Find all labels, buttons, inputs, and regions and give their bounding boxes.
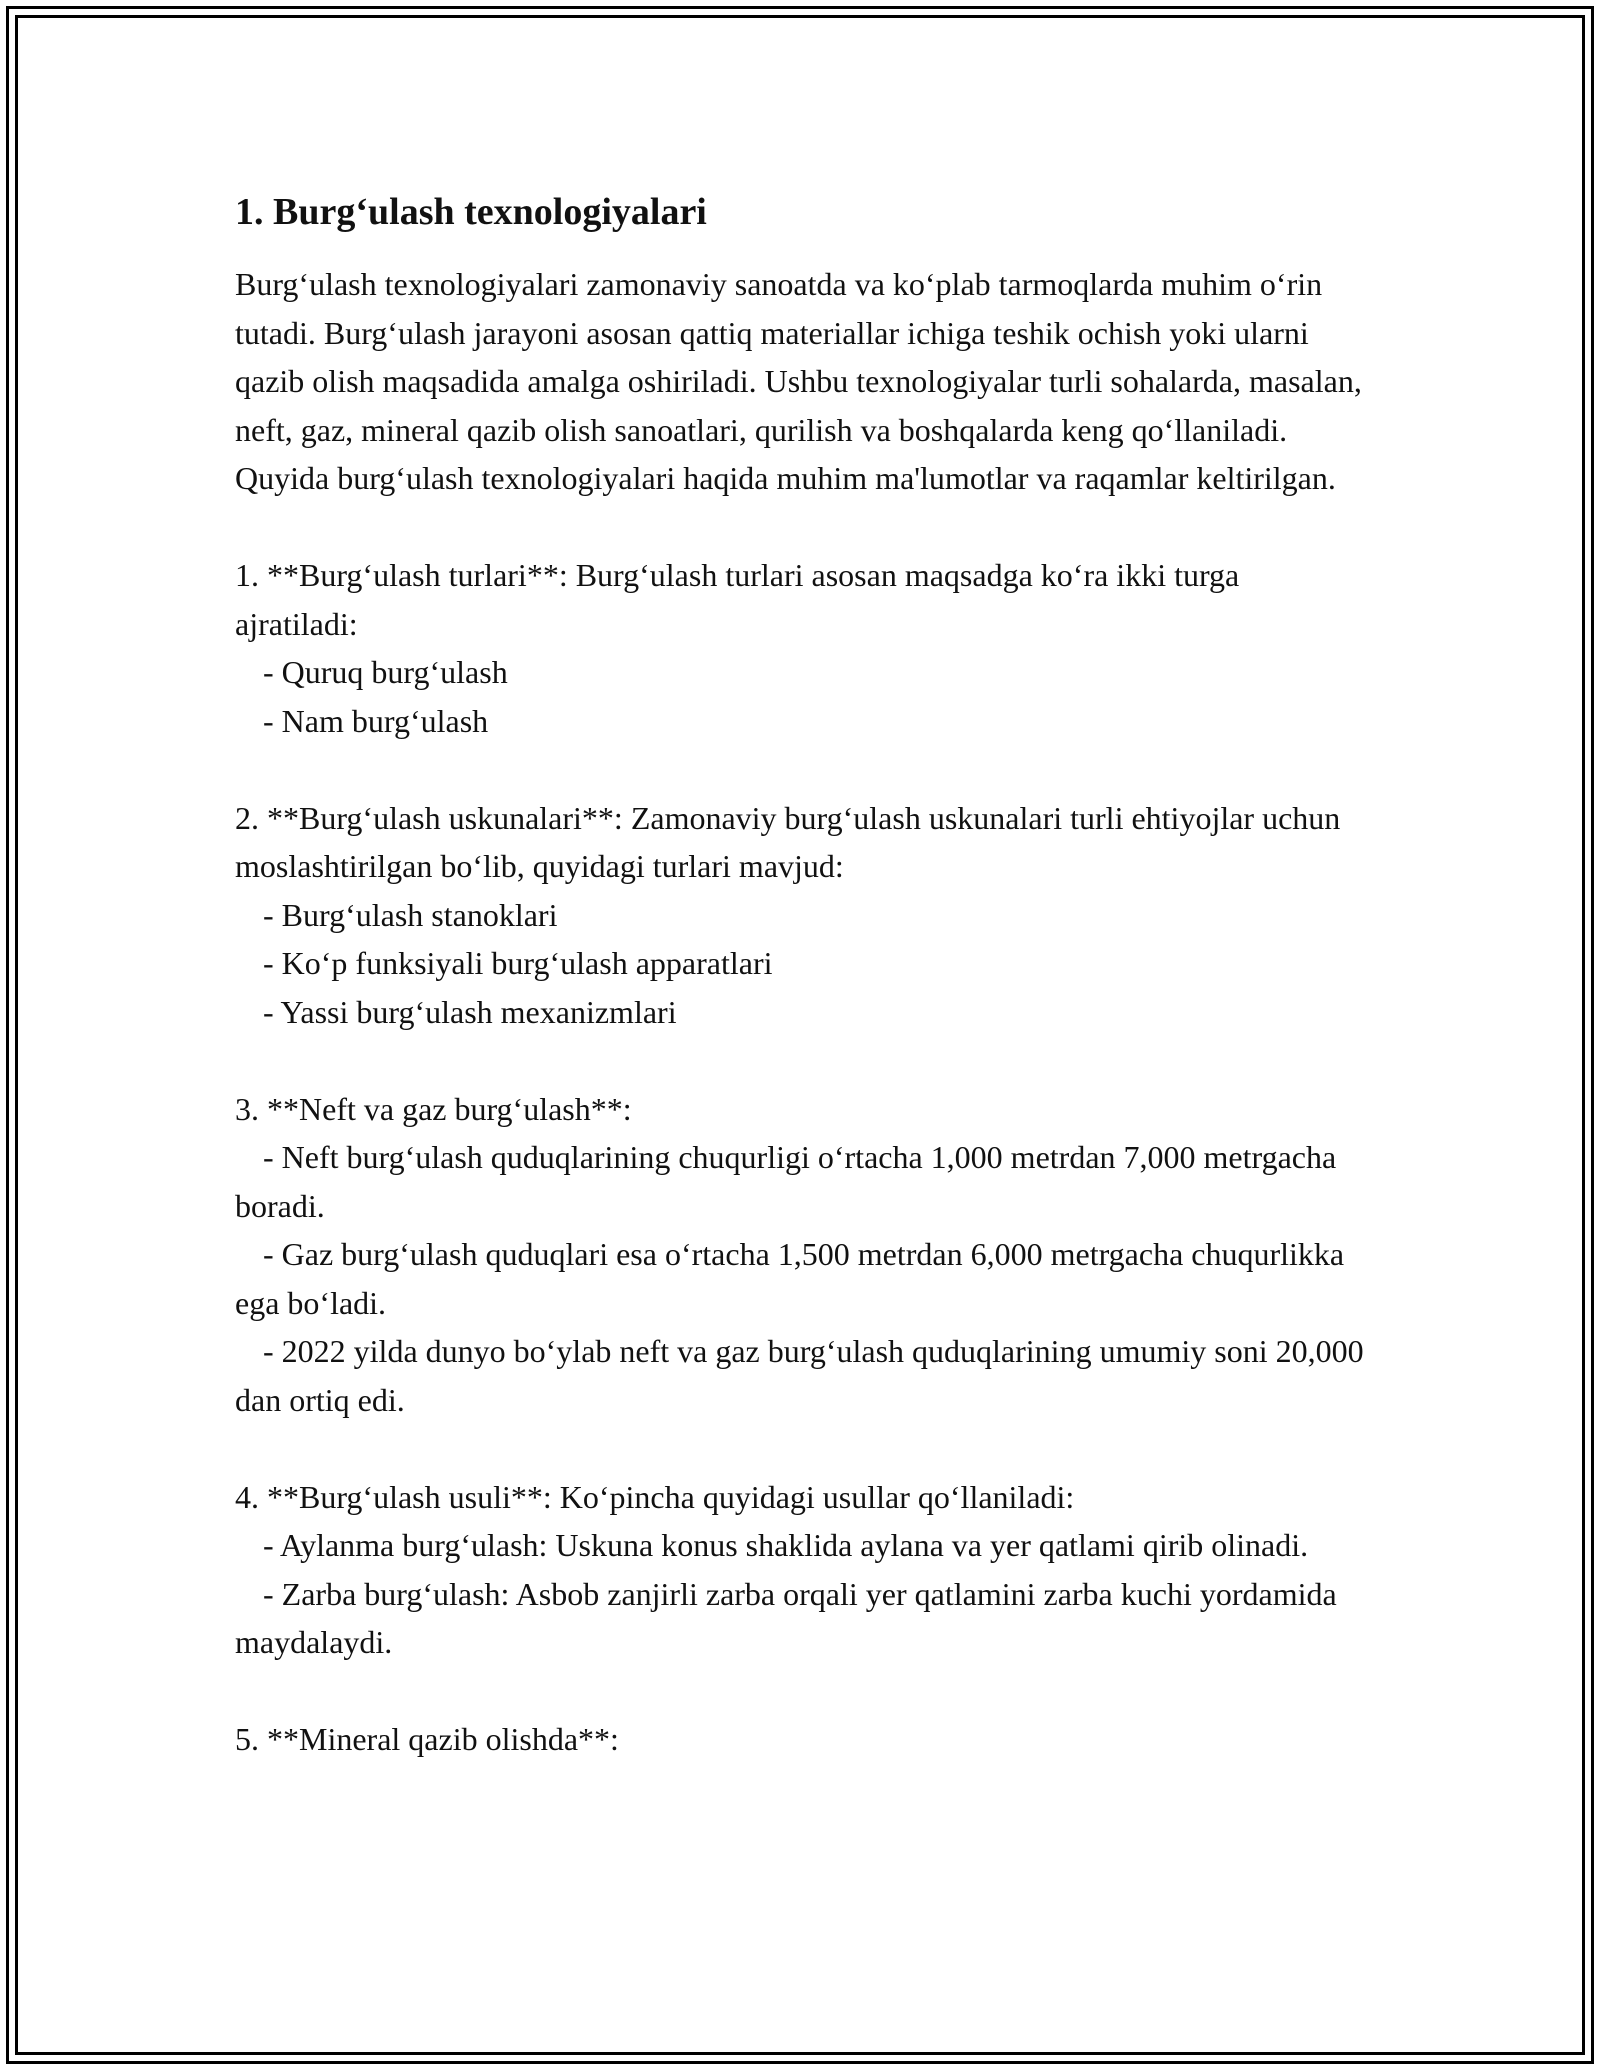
section-gap	[235, 1424, 1365, 1473]
section-2-item: - Burg‘ulash stanoklari	[263, 896, 558, 933]
section-1-heading: 1. **Burg‘ulash turlari**: Burg‘ulash turlari asosan maqsadga ko‘ra ikki turga ajratiladi:	[235, 557, 1240, 642]
section-1-item: - Nam burg‘ulash	[263, 702, 489, 739]
section-1-item: - Quruq burg‘ulash	[263, 654, 508, 690]
document-page	[235, 188, 1370, 1764]
section-gap	[235, 745, 1365, 794]
section-gap	[235, 503, 1365, 552]
intro-paragraph: Burg‘ulash texnologiyalari zamonaviy sanoatda va ko‘plab tarmoqlarda muhim o‘rin tutadi. Burg‘ulash jarayoni asosan qattiq materiallar ichiga teshik ochish yoki ularni qazib olish maqsadida amalga oshiriladi. Ushbu texnologiyalar turli sohalarda, masalan, neft, gaz, mineral qazib olish sanoatlari, qurilish va boshqalarda keng qo‘llaniladi. Quyida burg‘ulash texnologiyalari haqida muhim ma'lumotlar va raqamlar keltirilgan.	[235, 266, 1370, 496]
section-4	[235, 1473, 1365, 1667]
section-2-item: - Yassi burg‘ulash mexanizmlari	[263, 993, 677, 1030]
section-5-heading: 5. **Mineral qazib olishda**:	[235, 1721, 619, 1757]
section-4-item: - Zarba burg‘ulash: Asbob zanjirli zarba orqali yer qatlamini zarba kuchi yordamida maydalaydi.	[235, 1575, 1337, 1660]
section-2-item: - Ko‘p funksiyali burg‘ulash apparatlari	[263, 945, 773, 981]
section-3	[235, 1085, 1365, 1425]
section-2	[235, 794, 1365, 1037]
section-3-item: - Neft burg‘ulash quduqlarining chuqurligi o‘rtacha 1,000 metrdan 7,000 metrgacha boradi.	[235, 1139, 1337, 1224]
section-2-heading: 2. **Burg‘ulash uskunalari**: Zamonaviy burg‘ulash uskunalari turli ehtiyojlar uchun moslashtirilgan bo‘lib, quyidagi turlari mavjud:	[235, 799, 1341, 884]
section-5	[235, 1715, 1365, 1764]
section-4-heading: 4. **Burg‘ulash usuli**: Ko‘pincha quyidagi usullar qo‘llaniladi:	[235, 1478, 1075, 1515]
section-3-item: - 2022 yilda dunyo bo‘ylab neft va gaz burg‘ulash quduqlarining umumiy soni 20,000 dan ortiq edi.	[235, 1333, 1364, 1418]
section-4-item: - Aylanma burg‘ulash: Uskuna konus shaklida aylana va yer qatlami qirib olinadi.	[263, 1527, 1309, 1563]
section-3-heading: 3. **Neft va gaz burg‘ulash**:	[235, 1090, 632, 1127]
section-3-item: - Gaz burg‘ulash quduqlari esa o‘rtacha 1,500 metrdan 6,000 metrgacha chuqurlikka ega bo‘ladi.	[235, 1236, 1345, 1321]
section-gap	[235, 1667, 1365, 1716]
section-gap	[235, 1036, 1365, 1085]
document-title: 1. Burg‘ulash texnologiyalari	[235, 191, 707, 233]
section-1	[235, 551, 1365, 745]
